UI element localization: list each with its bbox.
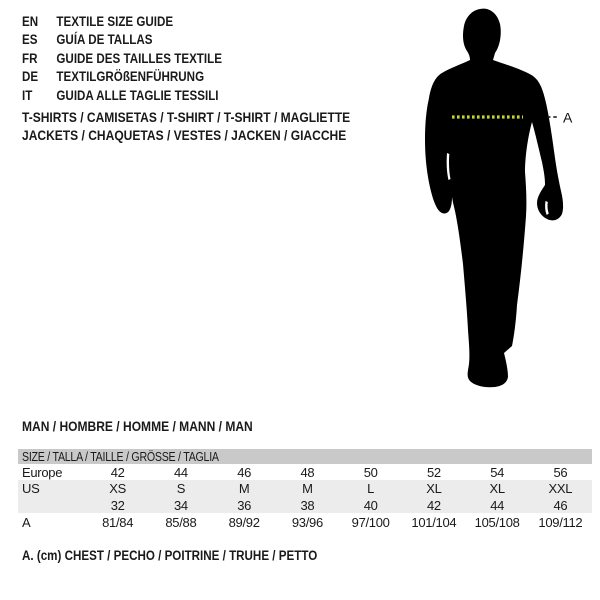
size-table-header	[18, 449, 592, 464]
table-cell: M	[238, 481, 250, 496]
lang-code: FR	[22, 50, 38, 66]
table-cell: XS	[109, 481, 126, 496]
table-cell: 50	[363, 464, 378, 480]
row-label: Europe	[22, 464, 63, 480]
table-row-europe	[18, 464, 592, 480]
lang-code: ES	[22, 32, 38, 48]
table-cell: XL	[489, 481, 505, 496]
table-cell: 101/104	[411, 514, 457, 530]
lang-row-fr	[22, 50, 222, 68]
category-line-tshirts: T-SHIRTS / CAMISETAS / T-SHIRT / T-SHIRT / MAGLIETTE	[22, 109, 351, 125]
table-row-chest	[18, 513, 592, 531]
table-cell: 48	[300, 464, 315, 480]
lang-label: GUÍA DE TALLAS	[56, 32, 153, 48]
lang-row-es	[22, 31, 222, 49]
table-cell: S	[176, 481, 186, 496]
row-label: A	[22, 514, 31, 530]
table-cell: 42	[110, 464, 125, 480]
lang-label: TEXTILGRÖßENFÜHRUNG	[56, 69, 205, 85]
section-title-man: MAN / HOMBRE / HOMME / MANN / MAN	[22, 418, 253, 434]
size-table	[18, 449, 592, 531]
table-cell: M	[302, 481, 313, 496]
lang-code: EN	[22, 14, 39, 29]
table-cell: 85/88	[165, 514, 197, 530]
table-cell: 38	[300, 497, 315, 513]
table-cell: 97/100	[351, 514, 390, 530]
table-cell: 81/84	[102, 514, 134, 530]
table-cell: 44	[173, 464, 188, 480]
table-cell: 46	[553, 497, 568, 513]
size-figure	[405, 0, 600, 400]
table-cell: 52	[426, 464, 441, 480]
category-line-jackets: JACKETS / CHAQUETAS / VESTES / JACKEN / GIACCHE	[22, 127, 347, 143]
man-silhouette-svg	[405, 0, 600, 400]
lang-label: GUIDA ALLE TAGLIE TESSILI	[56, 87, 219, 103]
row-label: US	[22, 481, 40, 496]
lang-label: GUIDE DES TAILLES TEXTILE	[56, 50, 222, 66]
table-cell: 105/108	[474, 514, 520, 530]
table-row-us-numbers	[18, 497, 592, 513]
lang-row-de	[22, 68, 222, 86]
table-cell: 36	[237, 497, 252, 513]
table-row-us-letters	[18, 480, 592, 497]
category-heading	[22, 108, 350, 144]
table-cell: 54	[490, 464, 505, 480]
lang-code: IT	[22, 87, 33, 103]
table-cell: 56	[553, 464, 568, 480]
lang-code: DE	[22, 69, 39, 85]
table-cell: 40	[363, 497, 378, 513]
size-table-header-label: SIZE / TALLA / TAILLE / GRÖSSE / TAGLIA	[22, 449, 219, 464]
table-cell: 42	[426, 497, 441, 513]
lang-row-it	[22, 87, 222, 105]
table-cell: 44	[490, 497, 505, 513]
table-cell: 93/96	[291, 514, 323, 530]
table-cell: 46	[237, 464, 252, 480]
table-cell: 32	[110, 497, 125, 513]
lang-label: TEXTILE SIZE GUIDE	[56, 14, 174, 29]
measure-label-a: A	[563, 109, 573, 126]
chest-footnote: A. (cm) CHEST / PECHO / POITRINE / TRUHE / PETTO	[22, 548, 318, 563]
table-cell: 109/112	[538, 514, 583, 530]
table-cell: XL	[426, 481, 442, 496]
table-cell: 89/92	[228, 514, 260, 530]
table-cell: L	[367, 481, 375, 496]
lang-row-en	[22, 13, 222, 31]
table-cell: 34	[173, 497, 188, 513]
language-list	[22, 13, 222, 105]
table-cell: XXL	[548, 481, 573, 496]
man-silhouette	[425, 9, 563, 388]
